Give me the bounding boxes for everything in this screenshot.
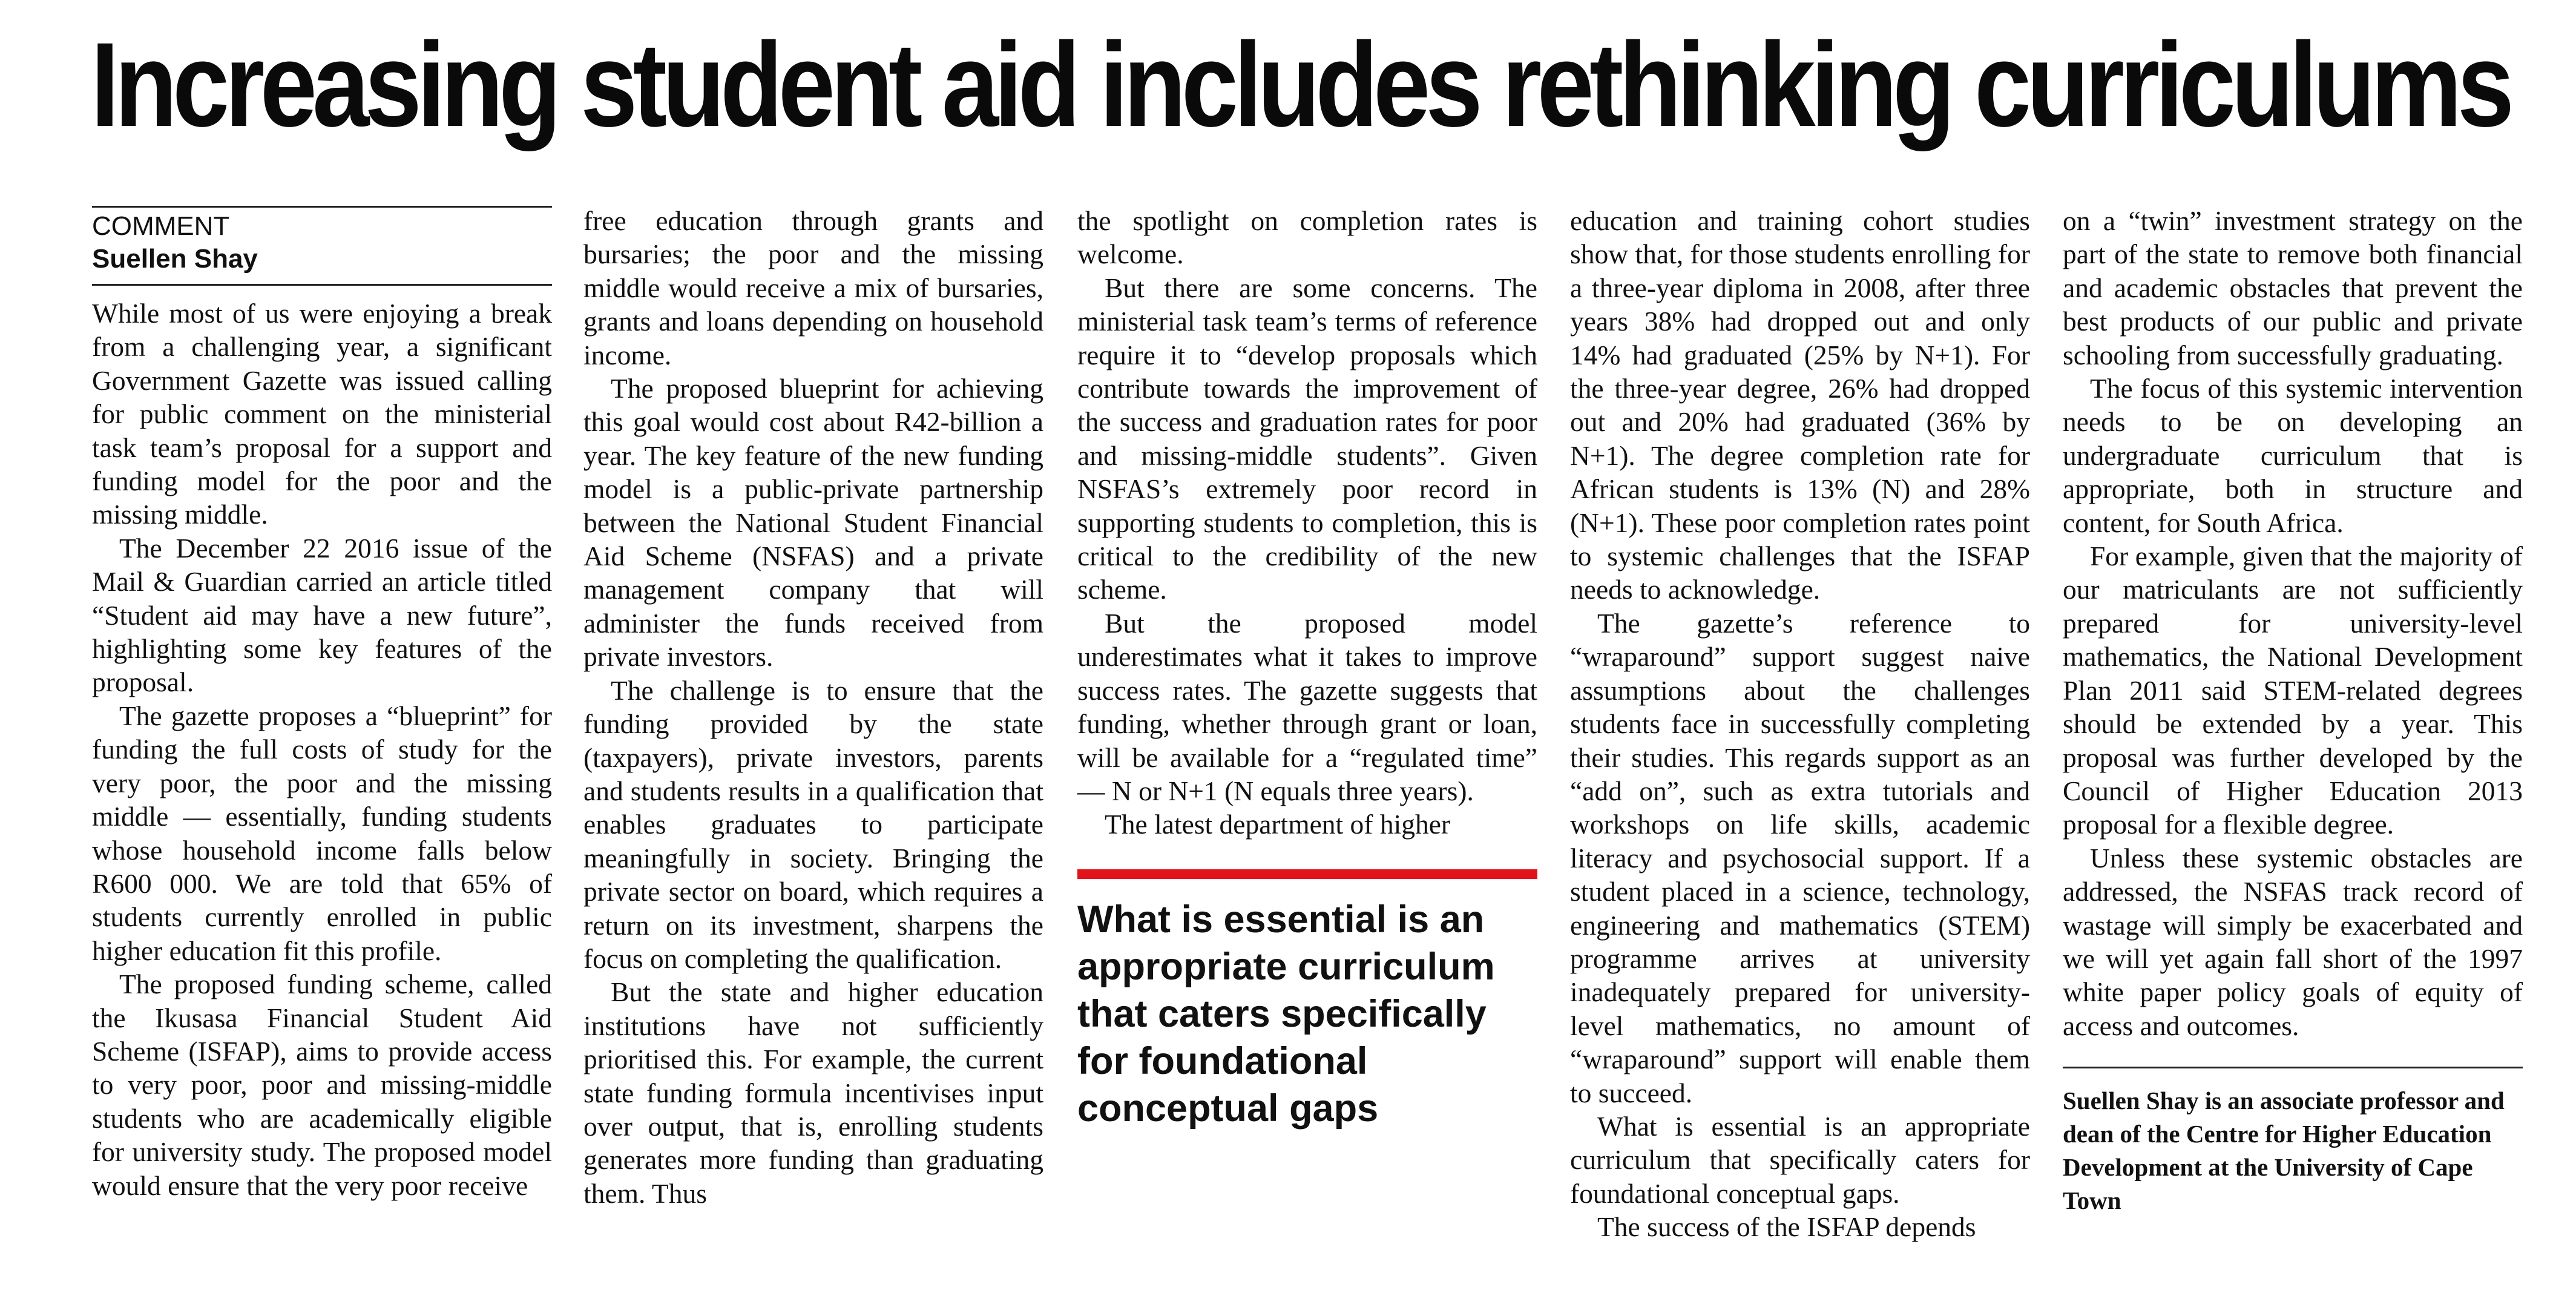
paragraph: The challenge is to ensure that the funding provided by the state (taxpayers), private investors, parents and students results in a qualification that enables graduates to participate meaningfully in society. Bringing the private sector on board, which requires a return on its investment, sharpens the focus on completing the qualification. <box>583 674 1043 974</box>
pull-quote-red-rule <box>1077 869 1537 879</box>
paragraph: free education through grants and bursaries; the poor and the missing middle would receive a mix of bursaries, grants and loans depending on household income. <box>583 205 1043 370</box>
paragraph: The latest department of higher <box>1105 809 1451 840</box>
paragraph: But there are some concerns. The ministerial task team’s terms of reference require it to “develop proposals which contribute towards the improvement of the success and graduation rates for poor and missing-middle students”. Given NSFAS’s extremely poor record in supporting students to completion, this is critical to the credibility of the new scheme. <box>1077 272 1537 605</box>
paragraph: The gazette proposes a “blueprint” for funding the full costs of study for the very poor, the poor and the missing middle — essentially, funding students whose household income falls below R600 000. We are told that 65% of students currently enrolled in public higher education fit this profile. <box>92 700 552 966</box>
paragraph: But the proposed model underestimates what it takes to improve success rates. The gazette suggests that funding, whether through grant or loan, will be available for a “regulated time” — N or N+1 (N equals three years). <box>1077 607 1537 806</box>
paragraph: on a “twin” investment strategy on the part of the state to remove both financial and academic obstacles that prevent the best products of our public and private schooling from successfully graduating. <box>2063 205 2523 370</box>
article-column-2 <box>583 204 1043 1210</box>
paragraph: The focus of this systemic intervention needs to be on developing an undergraduate curriculum that is appropriate, both in structure and content, for South Africa. <box>2063 373 2523 538</box>
paragraph: The gazette’s reference to “wraparound” support suggest naive assumptions about the challenges students face in successfully completing their studies. This regards support as an “add on”, such as extra tutorials and workshops on life skills, academic literacy and psychosocial support. If a student placed in a science, technology, engineering and mathematics (STEM) programme arrives at university inadequately prepared for university-level mathematics, no amount of “wraparound” support will enable them to succeed. <box>1570 607 2030 1108</box>
paragraph: Unless these systemic obstacles are addressed, the NSFAS track record of wastage will simply be exacerbated and we will yet again fall short of the 1997 white paper policy goals of equity of access and outcomes. <box>2063 842 2523 1041</box>
author-bio: Suellen Shay is an associate professor and dean of the Centre for Higher Education Development at the University of Cape Town <box>2063 1087 2505 1215</box>
article-column-4 <box>1570 204 2030 1244</box>
article-column-3 <box>1077 204 1537 1132</box>
article-column-1 <box>92 206 552 1202</box>
headline: Increasing student aid includes rethinking curriculums <box>91 18 2510 151</box>
paragraph: While most of us were enjoying a break from a challenging year, a significant Government Gazette was issued calling for public comment on the ministerial task team’s proposal for a support and funding model for the poor and the missing middle. <box>92 298 552 530</box>
paragraph: The proposed funding scheme, called the Ikusasa Financial Student Aid Scheme (ISFAP), aims to provide access to very poor, poor and missing-middle students who are academically eligible for university study. The proposed model would ensure that the very poor receive <box>92 969 552 1201</box>
paragraph: The December 22 2016 issue of the Mail & Guardian carried an article titled “Student aid may have a new future”, highlighting some key features of the proposal. <box>92 532 552 698</box>
section-kicker: COMMENT <box>92 211 230 241</box>
paragraph: For example, given that the majority of our matriculants are not sufficiently prepared for university-level mathematics, the National Development Plan 2011 said STEM-related degrees should be extended by a year. This proposal was further developed by the Council of Higher Education 2013 proposal for a flexible degree. <box>2063 541 2523 840</box>
paragraph: education and training cohort studies show that, for those students enrolling for a three-year diploma in 2008, after three years 38% had dropped out and only 14% had graduated (25% by N+1). For the three-year degree, 26% had dropped out and 20% had graduated (36% by N+1). The degree completion rate for African students is 13% (N) and 28% (N+1). These poor completion rates point to systemic challenges that the ISFAP needs to acknowledge. <box>1570 205 2030 605</box>
pull-quote-block <box>1077 869 1537 1132</box>
author-byline: Suellen Shay <box>92 244 258 274</box>
paragraph: The proposed blueprint for achieving this goal would cost about R42-billion a year. The key feature of the new funding model is a public-private partnership between the National Student Financial Aid Scheme (NSFAS) and a private management company that will administer the funds received from private investors. <box>583 373 1043 673</box>
author-bio-rule <box>2063 1067 2523 1068</box>
pull-quote: What is essential is an appropriate curriculum that caters specifically for foundational conceptual gaps <box>1077 898 1495 1130</box>
byline-rule <box>92 284 552 286</box>
paragraph: The success of the ISFAP depends <box>1597 1211 1976 1243</box>
paragraph: What is essential is an appropriate curriculum that specifically caters for foundational conceptual gaps. <box>1570 1110 2030 1209</box>
kicker-rule <box>92 206 552 208</box>
paragraph: But the state and higher education institutions have not sufficiently prioritised this. For example, the current state funding formula incentivises input over output, that is, enrolling students generates more funding than graduating them. Thus <box>583 976 1043 1209</box>
paragraph: the spotlight on completion rates is welcome. <box>1077 205 1537 270</box>
article-column-5 <box>2063 204 2523 1217</box>
